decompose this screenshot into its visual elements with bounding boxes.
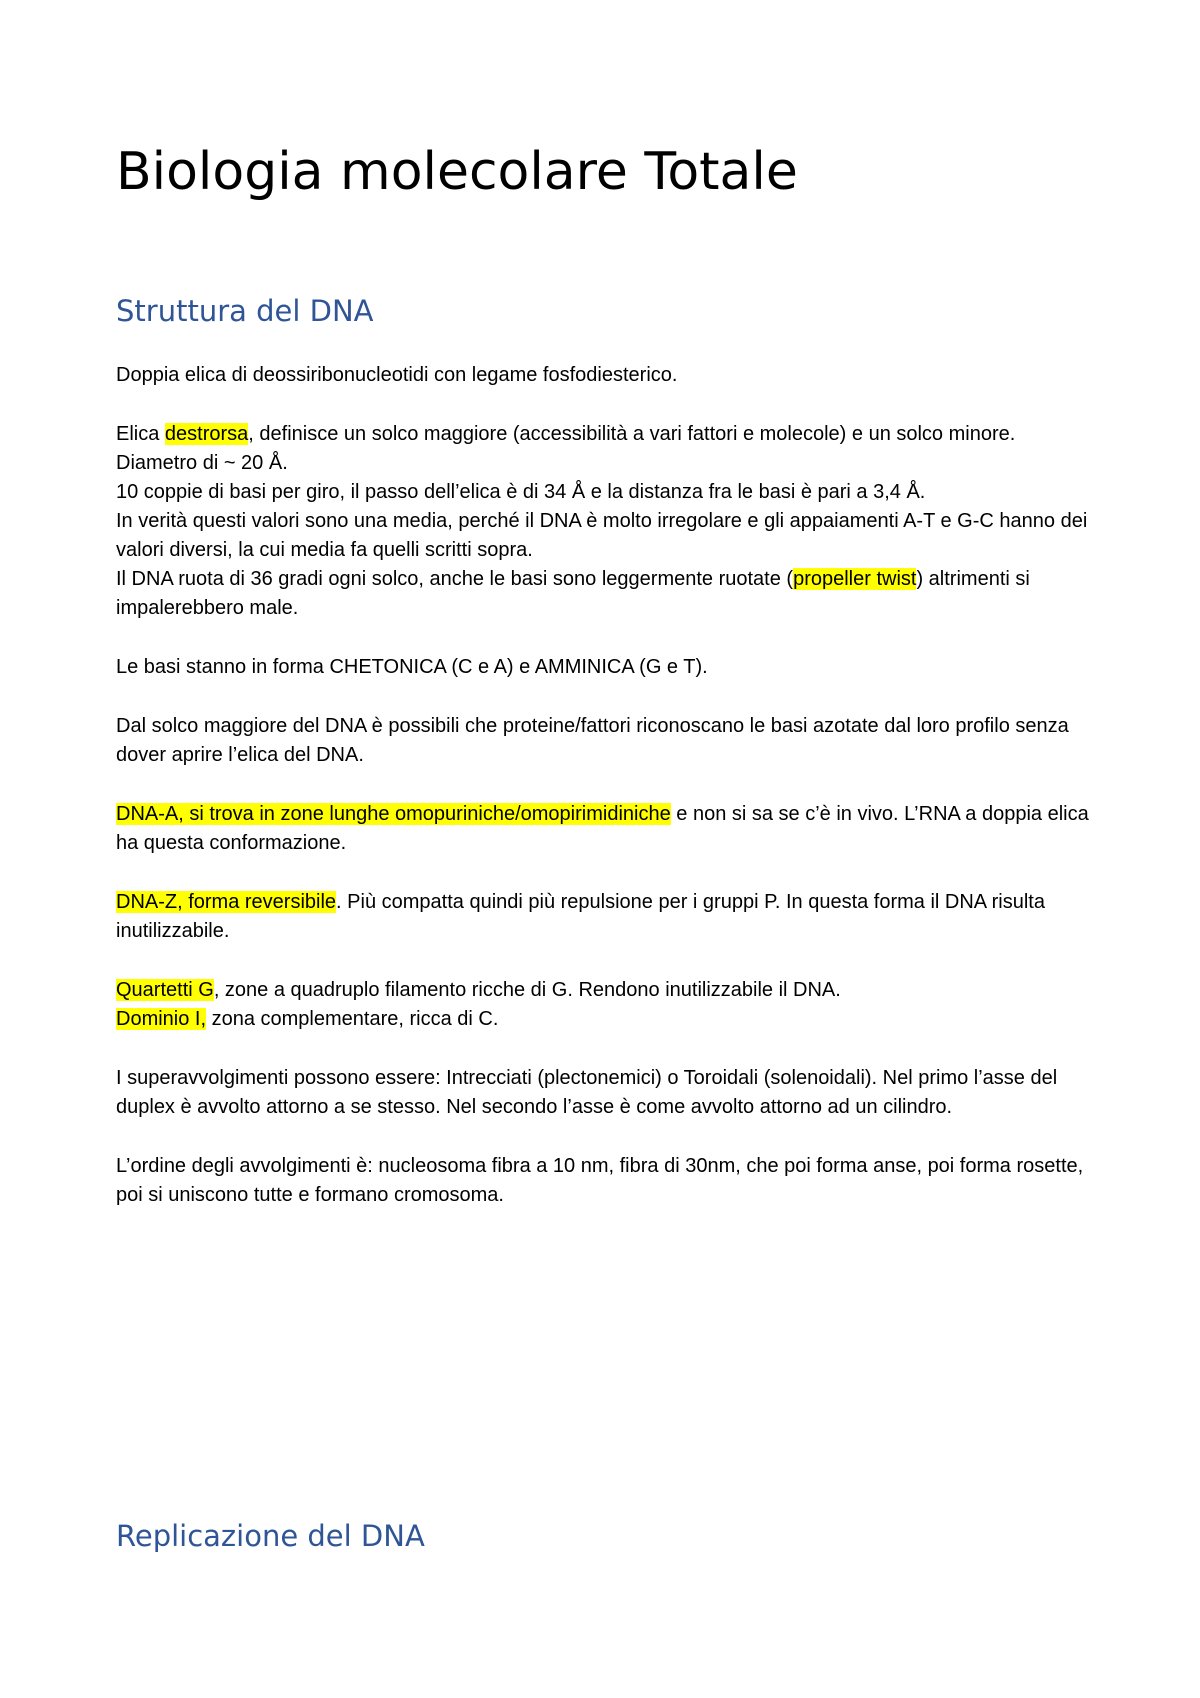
text-span: , definisce un solco maggiore (accessibilità a vari fattori e molecole) e un solco minore. bbox=[248, 423, 1016, 445]
highlighted-text: destrorsa bbox=[164, 423, 249, 445]
section-heading-replicazione: Replicazione del DNA bbox=[116, 1519, 425, 1553]
text-line: 10 coppie di basi per giro, il passo dell’elica è di 34 Å e la distanza fra le basi è pari a 3,4 Å. bbox=[116, 481, 926, 503]
paragraph bbox=[116, 361, 1096, 390]
paragraph bbox=[116, 888, 1096, 946]
paragraph-text: Doppia elica di deossiribonucleotidi con legame fosfodiesterico. bbox=[116, 364, 678, 386]
section-heading-struttura: Struttura del DNA bbox=[116, 294, 374, 328]
highlighted-text: propeller twist bbox=[793, 568, 917, 590]
paragraph-text: I superavvolgimenti possono essere: Intrecciati (plectonemici) o Toroidali (solenoidali). Nel primo l’asse del duplex è avvolto attorno a se stesso. Nel secondo l’asse è come avvolto attorno ad un cilindro. bbox=[116, 1067, 1058, 1118]
paragraph bbox=[116, 976, 1096, 1034]
highlighted-text: Dominio I, bbox=[116, 1008, 207, 1030]
paragraph-text: Le basi stanno in forma CHETONICA (C e A) e AMMINICA (G e T). bbox=[116, 656, 708, 678]
highlighted-text: DNA-Z, forma reversibile bbox=[116, 891, 337, 913]
paragraph bbox=[116, 420, 1096, 623]
text-span: zona complementare, ricca di C. bbox=[206, 1008, 499, 1030]
text-line: In verità questi valori sono una media, perché il DNA è molto irregolare e gli appaiamenti A-T e G-C hanno dei valori diversi, la cui media fa quelli scritti sopra. bbox=[116, 510, 1088, 561]
text-span: ) altrimenti si impalerebbero male. bbox=[116, 568, 1030, 619]
paragraph bbox=[116, 800, 1096, 858]
paragraph bbox=[116, 712, 1096, 770]
highlighted-text: Quartetti G bbox=[116, 979, 214, 1001]
text-line: Diametro di ~ 20 Å. bbox=[116, 452, 288, 474]
section-body-struttura bbox=[116, 361, 1096, 1240]
text-span: e non si sa se c’è in vivo. L’RNA a doppia elica ha questa conformazione. bbox=[116, 803, 1089, 854]
paragraph bbox=[116, 653, 1096, 682]
paragraph-text: L’ordine degli avvolgimenti è: nucleosoma fibra a 10 nm, fibra di 30nm, che poi forma anse, poi forma rosette, poi si uniscono tutte e formano cromosoma. bbox=[116, 1155, 1084, 1206]
document-title: Biologia molecolare Totale bbox=[116, 142, 798, 202]
paragraph bbox=[116, 1064, 1096, 1122]
highlighted-text: DNA-A, si trova in zone lunghe omopuriniche/omopirimidiniche bbox=[116, 803, 671, 825]
paragraph-text: Dal solco maggiore del DNA è possibili che proteine/fattori riconoscano le basi azotate dal loro profilo senza dover aprire l’elica del DNA. bbox=[116, 715, 1069, 766]
text-span: . Più compatta quindi più repulsione per i gruppi P. In questa forma il DNA risulta inutilizzabile. bbox=[116, 891, 1045, 942]
text-span: , zone a quadruplo filamento ricche di G. Rendono inutilizzabile il DNA. bbox=[213, 979, 841, 1001]
text-span: Elica bbox=[116, 423, 165, 445]
text-span: Il DNA ruota di 36 gradi ogni solco, anche le basi sono leggermente ruotate ( bbox=[116, 568, 794, 590]
paragraph bbox=[116, 1152, 1096, 1210]
